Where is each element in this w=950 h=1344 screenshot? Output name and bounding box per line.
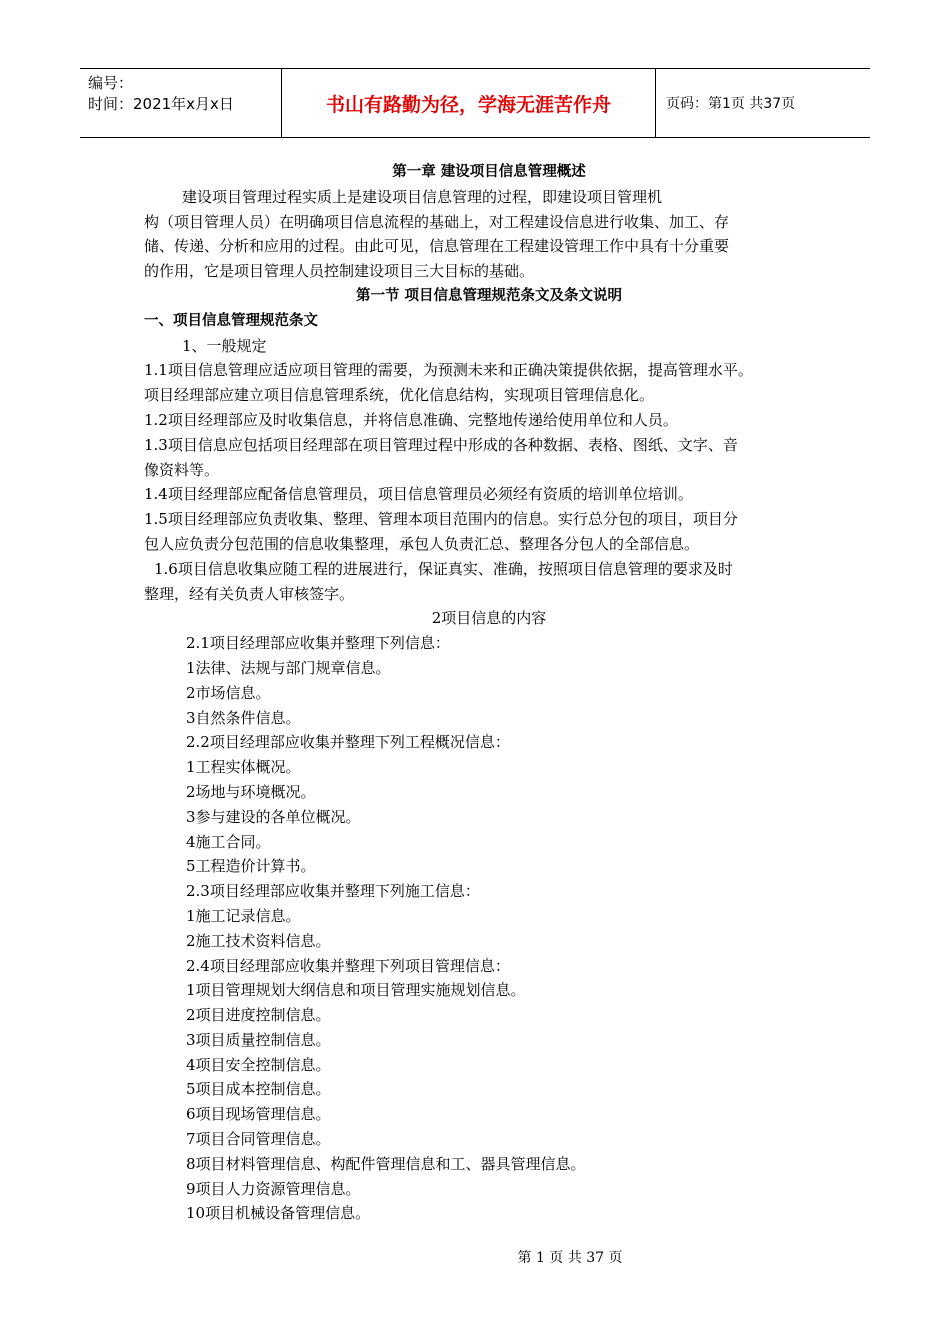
paragraph-line: 像资料等。 — [144, 460, 220, 479]
subsection-title: 一、项目信息管理规范条文 — [144, 312, 318, 329]
list-item: 2.4项目经理部应收集并整理下列项目管理信息： — [186, 956, 510, 975]
page-info: 页码：第1页 共37页 — [666, 96, 796, 112]
paragraph-line: 构（项目管理人员）在明确项目信息流程的基础上，对工程建设信息进行收集、加工、存 — [144, 212, 730, 231]
number-label: 编号： — [88, 74, 134, 92]
list-item: 6项目现场管理信息。 — [186, 1105, 331, 1124]
list-item: 2.2项目经理部应收集并整理下列工程概况信息： — [186, 733, 510, 752]
list-item: 1施工记录信息。 — [186, 906, 301, 925]
list-item: 5项目成本控制信息。 — [186, 1080, 331, 1099]
list-item: 9项目人力资源管理信息。 — [186, 1179, 361, 1198]
chapter-title: 第一章 建设项目信息管理概述 — [392, 164, 586, 180]
paragraph-line: 项目经理部应建立项目信息管理系统，优化信息结构，实现项目管理信息化。 — [144, 386, 655, 405]
list-item: 7项目合同管理信息。 — [186, 1130, 331, 1149]
list-item: 2场地与环境概况。 — [186, 782, 316, 801]
list-item: 1工程实体概况。 — [186, 758, 301, 777]
paragraph-line: 1.3项目信息应包括项目经理部在项目管理过程中形成的各种数据、表格、图纸、文字、音 — [144, 435, 738, 454]
paragraph-line: 1.1项目信息管理应适应项目管理的需要，为预测未来和正确决策提供依据，提高管理水平。 — [144, 361, 753, 380]
list-item: 2.3项目经理部应收集并整理下列施工信息： — [186, 882, 480, 901]
list-item: 1法律、法规与部门规章信息。 — [186, 658, 391, 677]
paragraph-line: 建设项目管理过程实质上是建设项目信息管理的过程，即建设项目管理机 — [182, 187, 663, 206]
content-heading: 2项目信息的内容 — [431, 609, 547, 628]
list-item: 2项目进度控制信息。 — [186, 1006, 331, 1025]
section-title: 第一节 项目信息管理规范条文及条文说明 — [355, 287, 623, 304]
paragraph-line: 包人应负责分包范围的信息收集整理，承包人负责汇总、整理各分包人的全部信息。 — [144, 534, 700, 553]
list-item: 3自然条件信息。 — [186, 708, 301, 727]
list-item: 10项目机械设备管理信息。 — [186, 1204, 371, 1223]
page-footer — [0, 1247, 950, 1267]
list-item: 4项目安全控制信息。 — [186, 1055, 331, 1074]
list-item: 3项目质量控制信息。 — [186, 1030, 331, 1049]
list-item: 4施工合同。 — [186, 832, 271, 851]
header-meta — [80, 69, 282, 137]
paragraph-line: 1.5项目经理部应负责收集、整理、管理本项目范围内的信息。实行总分包的项目，项目分 — [144, 510, 738, 529]
paragraph-line: 1.4项目经理部应配备信息管理员，项目信息管理员必须经有资质的培训单位培训。 — [144, 485, 693, 504]
paragraph-line: 整理，经有关负责人审核签字。 — [144, 584, 355, 603]
paragraph-line: 1.6项目信息收集应随工程的进展进行，保证真实、准确，按照项目信息管理的要求及时 — [154, 559, 733, 578]
list-item: 5工程造价计算书。 — [186, 857, 316, 876]
footer-page-number: 第 1 页 共 37 页 — [517, 1250, 623, 1266]
paragraph-line: 1.2项目经理部应及时收集信息，并将信息准确、完整地传递给使用单位和人员。 — [144, 410, 678, 429]
list-item: 8项目材料管理信息、构配件管理信息和工、器具管理信息。 — [186, 1154, 586, 1173]
paragraph-line: 储、传递、分析和应用的过程。由此可见，信息管理在工程建设管理工作中具有十分重要 — [144, 237, 730, 256]
list-item: 3参与建设的各单位概况。 — [186, 807, 361, 826]
date-label: 时间：2021年x月x日 — [88, 95, 234, 113]
list-item: 2.1项目经理部应收集并整理下列信息： — [186, 634, 450, 653]
document-body — [144, 160, 834, 1226]
list-item: 2市场信息。 — [186, 683, 271, 702]
document-header — [80, 68, 870, 138]
paragraph-line: 的作用，它是项目管理人员控制建设项目三大目标的基础。 — [144, 262, 535, 281]
list-item: 2施工技术资料信息。 — [186, 931, 331, 950]
list-item: 1项目管理规划大纲信息和项目管理实施规划信息。 — [186, 981, 526, 1000]
motto: 书山有路勤为径，学海无涯苦作舟 — [282, 69, 656, 137]
general-heading: 1、一般规定 — [182, 336, 267, 355]
